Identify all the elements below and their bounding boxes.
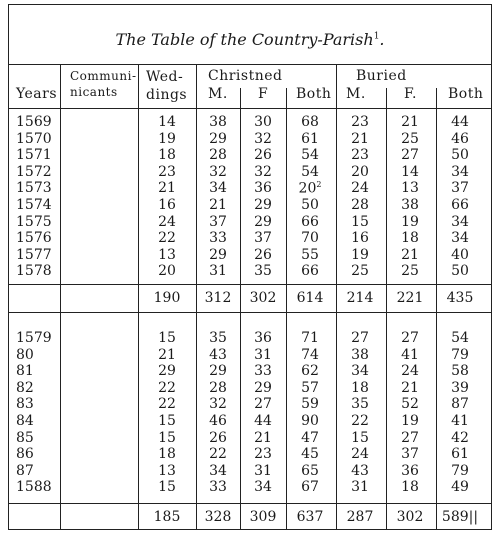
bur-f-cell: 21 [401, 379, 419, 396]
title-footnote-mark: 1 [373, 31, 380, 42]
bur-m-cell: 15 [351, 429, 369, 446]
weddings-cell: 13 [158, 246, 176, 263]
chr-f-cell: 23 [254, 446, 272, 463]
bur-f-cell: 19 [401, 413, 419, 429]
weddings-cell: 13 [158, 462, 176, 479]
chr-m-cell: 28 [209, 147, 227, 164]
header-buried-both: Both [448, 86, 484, 102]
year-cell: 1579 [16, 330, 52, 346]
chr-both-cell: 45 [301, 446, 319, 463]
year-cell: 1569 [16, 114, 52, 130]
bur-m-cell: 24 [351, 180, 369, 197]
bur-m-cell: 28 [351, 197, 369, 213]
bur-m-cell: 21 [351, 130, 369, 147]
chr-f-cell: 26 [254, 246, 272, 263]
col-rule-8 [436, 88, 437, 530]
bur-f-cell: 19 [401, 213, 419, 230]
bur-both-cell: 61 [451, 446, 469, 463]
col-rule-5 [286, 88, 287, 530]
bur-both-cell: 41 [451, 413, 469, 429]
chr-m-cell: 33 [209, 230, 227, 247]
header-weddings: Wed- dings [146, 69, 188, 103]
chr-m-cell: 28 [209, 379, 227, 396]
bur-m-cell: 24 [351, 446, 369, 463]
bur-both-cell: 50 [451, 263, 469, 280]
bur-m-cell: 38 [351, 346, 369, 363]
chr-f-cell: 29 [254, 197, 272, 213]
title-text: The Table of the Country-Parish [115, 30, 374, 49]
total-chr-f: 302 [249, 290, 277, 306]
bur-m-cell: 35 [351, 396, 369, 413]
total-bur-m: 287 [346, 509, 374, 525]
total-mark: || [468, 509, 479, 525]
chr-m-cell: 37 [209, 213, 227, 230]
bur-f-cell: 21 [401, 114, 419, 130]
weddings-cell: 23 [158, 163, 176, 180]
header-communicants: Communi- nicants [70, 69, 137, 99]
chr-m-cell: 31 [209, 263, 227, 280]
total-weddings: 190 [153, 290, 181, 306]
bur-both-cell: 49 [451, 479, 469, 496]
bur-both-cell: 87 [451, 396, 469, 413]
chr-f-cell: 29 [254, 379, 272, 396]
weddings-cell: 20 [158, 263, 176, 280]
bur-both-cell: 39 [451, 379, 469, 396]
rule-under-headers [8, 108, 492, 109]
bur-both-cell: 54 [451, 330, 469, 346]
bur-m-cell: 16 [351, 230, 369, 247]
bur-both-cell: 44 [451, 114, 469, 130]
chr-both-cell: 90 [301, 413, 319, 429]
chr-both-cell: 47 [301, 429, 319, 446]
total-bur-both: 435 [446, 290, 474, 306]
total-bur-f: 221 [396, 290, 424, 306]
total-chr-f: 309 [249, 509, 277, 525]
weddings-cell: 22 [158, 379, 176, 396]
year-cell: 1577 [16, 246, 52, 263]
header-christned-m: M. [208, 86, 228, 102]
chr-f-cell: 26 [254, 147, 272, 164]
bur-both-cell: 37 [451, 180, 469, 197]
weddings-cell: 15 [158, 479, 176, 496]
weddings-cell: 16 [158, 197, 176, 213]
chr-m-cell: 33 [209, 479, 227, 496]
rule-above-totals-2 [8, 503, 492, 504]
weddings-cell: 29 [158, 363, 176, 380]
total-bur-both: 589|| [441, 509, 479, 525]
chr-both-cell: 71 [301, 330, 319, 346]
weddings-cell: 22 [158, 396, 176, 413]
weddings-cell: 15 [158, 429, 176, 446]
table-title: The Table of the Country-Parish$^1$. [115, 30, 385, 49]
chr-both-cell: 59 [301, 396, 319, 413]
bur-f-cell: 36 [401, 462, 419, 479]
bur-both-cell: 34 [451, 163, 469, 180]
chr-f-cell: 35 [254, 263, 272, 280]
total-chr-both: 614 [296, 290, 324, 306]
chr-both-cell: 66 [301, 263, 319, 280]
weddings-cell: 21 [158, 346, 176, 363]
weddings-cell: 15 [158, 330, 176, 346]
bur-f-cell: 52 [401, 396, 419, 413]
year-cell: 83 [16, 396, 34, 413]
total-chr-m: 312 [204, 290, 232, 306]
chr-both-cell: 55 [301, 246, 319, 263]
chr-m-cell: 26 [209, 429, 227, 446]
chr-m-cell: 43 [209, 346, 227, 363]
chr-both-cell: 68 [301, 114, 319, 130]
chr-f-cell: 32 [254, 130, 272, 147]
chr-f-cell: 30 [254, 114, 272, 130]
bur-m-cell: 43 [351, 462, 369, 479]
chr-f-cell: 27 [254, 396, 272, 413]
bur-m-cell: 15 [351, 213, 369, 230]
weddings-cell: 24 [158, 213, 176, 230]
bur-f-cell: 27 [401, 147, 419, 164]
year-cell: 1576 [16, 230, 52, 247]
bur-f-cell: 25 [401, 263, 419, 280]
header-years: Years [16, 86, 58, 102]
total-chr-m: 328 [204, 509, 232, 525]
chr-f-cell: 29 [254, 213, 272, 230]
chr-f-cell: 31 [254, 462, 272, 479]
chr-f-cell: 21 [254, 429, 272, 446]
chr-m-cell: 21 [209, 197, 227, 213]
rule-under-title [8, 64, 492, 65]
weddings-cell: 18 [158, 446, 176, 463]
chr-m-cell: 32 [209, 163, 227, 180]
rule-above-totals-1 [8, 284, 492, 285]
chr-m-cell: 29 [209, 363, 227, 380]
bur-f-cell: 13 [401, 180, 419, 197]
chr-m-cell: 38 [209, 114, 227, 130]
chr-f-cell: 36 [254, 330, 272, 346]
bur-f-cell: 21 [401, 246, 419, 263]
col-rule-7 [386, 88, 387, 530]
year-cell: 85 [16, 429, 34, 446]
header-christned: Christned [208, 68, 283, 84]
year-cell: 1570 [16, 130, 52, 147]
year-cell: 82 [16, 379, 34, 396]
year-cell: 1572 [16, 163, 52, 180]
bur-both-cell: 50 [451, 147, 469, 164]
bur-f-cell: 18 [401, 479, 419, 496]
weddings-cell: 15 [158, 413, 176, 429]
bur-f-cell: 14 [401, 163, 419, 180]
bur-m-cell: 27 [351, 330, 369, 346]
year-cell: 87 [16, 462, 34, 479]
bur-m-cell: 25 [351, 263, 369, 280]
chr-both-cell: 74 [301, 346, 319, 363]
year-cell: 86 [16, 446, 34, 463]
total-bur-f: 302 [396, 509, 424, 525]
chr-f-cell: 33 [254, 363, 272, 380]
chr-both-cell: 54 [301, 147, 319, 164]
bur-m-cell: 22 [351, 413, 369, 429]
col-rule-1 [60, 64, 61, 530]
bur-m-cell: 20 [351, 163, 369, 180]
bur-both-cell: 34 [451, 230, 469, 247]
bur-both-cell: 40 [451, 246, 469, 263]
chr-m-cell: 35 [209, 330, 227, 346]
bur-both-cell: 46 [451, 130, 469, 147]
chr-both-cell: 65 [301, 462, 319, 479]
bur-f-cell: 18 [401, 230, 419, 247]
bur-m-cell: 18 [351, 379, 369, 396]
rule-below-totals-1 [8, 312, 492, 313]
year-cell: 81 [16, 363, 34, 380]
bur-f-cell: 24 [401, 363, 419, 380]
chr-m-cell: 29 [209, 130, 227, 147]
chr-m-cell: 22 [209, 446, 227, 463]
col-rule-2 [138, 64, 139, 530]
chr-both-cell: 50 [301, 197, 319, 213]
weddings-cell: 14 [158, 114, 176, 130]
header-christned-f: F [258, 86, 269, 102]
bur-both-cell: 34 [451, 213, 469, 230]
chr-both-cell: 66 [301, 213, 319, 230]
header-christned-both: Both [296, 86, 332, 102]
weddings-cell: 18 [158, 147, 176, 164]
header-buried-m: M. [346, 86, 366, 102]
chr-m-cell: 32 [209, 396, 227, 413]
chr-both-cell: $20^2$ [298, 180, 322, 198]
chr-m-cell: 29 [209, 246, 227, 263]
footnote-mark: 2 [316, 180, 322, 190]
chr-f-cell: 32 [254, 163, 272, 180]
bur-f-cell: 27 [401, 429, 419, 446]
chr-both-cell: 70 [301, 230, 319, 247]
bur-f-cell: 25 [401, 130, 419, 147]
year-cell: 84 [16, 413, 34, 429]
bur-f-cell: 41 [401, 346, 419, 363]
total-chr-both: 637 [296, 509, 324, 525]
total-weddings: 185 [153, 509, 181, 525]
year-cell: 1578 [16, 263, 52, 280]
bur-both-cell: 58 [451, 363, 469, 380]
bur-both-cell: 66 [451, 197, 469, 213]
chr-f-cell: 34 [254, 479, 272, 496]
bur-m-cell: 34 [351, 363, 369, 380]
weddings-cell: 22 [158, 230, 176, 247]
bur-m-cell: 31 [351, 479, 369, 496]
chr-both-cell: 54 [301, 163, 319, 180]
chr-m-cell: 46 [209, 413, 227, 429]
header-buried: Buried [356, 68, 407, 84]
chr-both-cell: 62 [301, 363, 319, 380]
bur-both-cell: 42 [451, 429, 469, 446]
chr-m-cell: 34 [209, 180, 227, 197]
year-cell: 1571 [16, 147, 52, 164]
chr-both-cell: 67 [301, 479, 319, 496]
bur-f-cell: 38 [401, 197, 419, 213]
chr-both-cell: 61 [301, 130, 319, 147]
bur-m-cell: 23 [351, 147, 369, 164]
year-cell: 1588 [16, 479, 52, 496]
weddings-cell: 19 [158, 130, 176, 147]
weddings-cell: 21 [158, 180, 176, 197]
chr-f-cell: 44 [254, 413, 272, 429]
total-bur-m: 214 [346, 290, 374, 306]
chr-m-cell: 34 [209, 462, 227, 479]
chr-f-cell: 36 [254, 180, 272, 197]
bur-both-cell: 79 [451, 462, 469, 479]
chr-f-cell: 31 [254, 346, 272, 363]
year-cell: 1573 [16, 180, 52, 197]
year-cell: 80 [16, 346, 34, 363]
header-buried-f: F. [404, 86, 417, 102]
bur-f-cell: 37 [401, 446, 419, 463]
bur-f-cell: 27 [401, 330, 419, 346]
chr-both-cell: 57 [301, 379, 319, 396]
bur-both-cell: 79 [451, 346, 469, 363]
year-cell: 1574 [16, 197, 52, 213]
bur-m-cell: 19 [351, 246, 369, 263]
chr-f-cell: 37 [254, 230, 272, 247]
bur-m-cell: 23 [351, 114, 369, 130]
year-cell: 1575 [16, 213, 52, 230]
